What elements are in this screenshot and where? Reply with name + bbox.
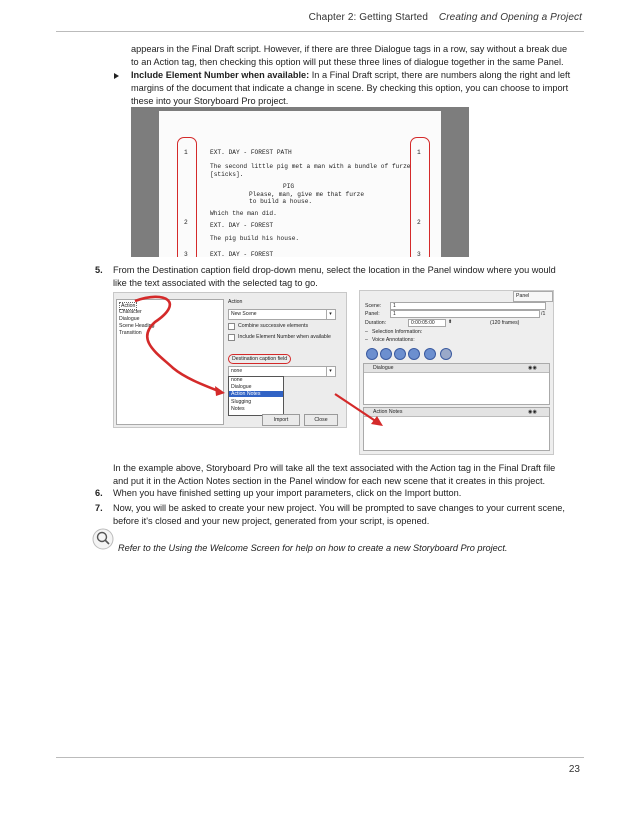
action-line: The second little pig met a man with a bundle of furze bbox=[210, 163, 411, 170]
step-line: When you have finished setting up your import parameters, click on the Import button. bbox=[113, 488, 462, 498]
text-tools-icon[interactable]: ◉◉ bbox=[528, 365, 538, 371]
scene-field[interactable]: 1 bbox=[390, 302, 546, 310]
step-text bbox=[113, 487, 461, 500]
scene-heading: EXT. DAY - FOREST bbox=[210, 222, 274, 229]
dropdown-option[interactable]: Slugging bbox=[231, 399, 252, 405]
dropdown-option[interactable]: Dialogue bbox=[231, 384, 252, 390]
collapse-icon[interactable]: – bbox=[365, 329, 368, 335]
panel-label: Panel: bbox=[365, 311, 380, 317]
intro-line: appears in the Final Draft script. However, if there are three Dialogue tags in a row, say without a break due bbox=[131, 44, 568, 54]
intro-line: to an Action tag, then checking this option will put these three lines of dialogue together in the same Panel. bbox=[131, 57, 564, 67]
page-header bbox=[309, 12, 582, 23]
bullet-line: margins of the document that indicate a change in scene. By checking this option, you can choose to import bbox=[131, 83, 569, 93]
chevron-down-icon: ▾ bbox=[326, 367, 334, 376]
play-icon[interactable] bbox=[394, 348, 406, 360]
left-scene-number: 3 bbox=[184, 251, 188, 257]
example-paragraph bbox=[113, 462, 555, 488]
action-line: [sticks]. bbox=[210, 171, 244, 178]
example-line: and put it in the Action Notes section in the Panel window for each new scene that it creates in this project. bbox=[113, 476, 546, 486]
combine-label: Combine successive elements bbox=[238, 323, 309, 329]
panel-total: /1 bbox=[541, 311, 546, 317]
page-number: 23 bbox=[568, 764, 580, 775]
dialogue-line: Please, man, give me that furze bbox=[249, 191, 365, 198]
bullet-arrow-icon bbox=[114, 73, 119, 79]
step-number: 7. bbox=[95, 503, 103, 513]
script-figure bbox=[131, 107, 469, 257]
step-text bbox=[113, 502, 565, 528]
selection-info-label: Selection Information: bbox=[372, 329, 423, 335]
bullet-line: these into your Storyboard Pro project. bbox=[131, 96, 289, 106]
record-icon[interactable] bbox=[424, 348, 436, 360]
step-number: 6. bbox=[95, 488, 103, 498]
example-line: In the example above, Storyboard Pro will take all the text associated with the Action tag in the Final Draft file bbox=[113, 463, 556, 473]
chapter-title: Chapter 2: Getting Started bbox=[308, 12, 429, 23]
action-select[interactable]: New Scene ▾ bbox=[228, 309, 336, 320]
step-line: before it's closed and your new project, generated from your script, is opened. bbox=[113, 516, 430, 526]
tag-item[interactable]: Character bbox=[119, 309, 142, 315]
dialogue-line: to build a house. bbox=[249, 198, 313, 205]
collapse-icon[interactable]: – bbox=[365, 337, 368, 343]
import-button[interactable]: Import bbox=[262, 414, 300, 426]
dropdown-option-selected[interactable]: Action Notes bbox=[229, 391, 283, 397]
annotation-arrow-1 bbox=[113, 292, 345, 426]
dropdown-option[interactable]: none bbox=[231, 377, 243, 383]
panel-field[interactable]: 1 bbox=[390, 310, 540, 318]
duration-stepper-icon[interactable]: ⬍ bbox=[448, 319, 453, 325]
duration-label: Duration: bbox=[365, 320, 387, 326]
destination-caption-select[interactable]: none ▾ bbox=[228, 366, 336, 377]
fast-forward-icon[interactable] bbox=[408, 348, 420, 360]
header-rule bbox=[56, 31, 584, 32]
rewind-icon[interactable] bbox=[366, 348, 378, 360]
magnifier-note-icon bbox=[92, 528, 114, 550]
character-name: PIG bbox=[283, 183, 295, 190]
tab-panel[interactable] bbox=[513, 291, 553, 302]
right-scene-number: 2 bbox=[417, 219, 421, 226]
right-scene-number: 1 bbox=[417, 149, 421, 156]
dialogue-header: Dialogue bbox=[373, 365, 394, 371]
close-button[interactable]: Close bbox=[304, 414, 338, 426]
tag-item[interactable]: Transition bbox=[119, 330, 142, 336]
dropdown-option[interactable]: Notes bbox=[231, 406, 245, 412]
bullet-paragraph bbox=[131, 69, 570, 108]
intro-paragraph bbox=[131, 43, 567, 69]
annotation-arrow-2 bbox=[333, 392, 393, 432]
frames-count: (120 frames) bbox=[490, 320, 520, 326]
left-scene-number: 1 bbox=[184, 149, 188, 156]
scene-heading: EXT. DAY - FOREST PATH bbox=[210, 149, 292, 156]
stop-icon[interactable] bbox=[380, 348, 392, 360]
tag-item[interactable]: Scene Heading bbox=[119, 323, 155, 329]
step-line: like the text associated with the selected tag to go. bbox=[113, 278, 318, 288]
right-scene-number: 3 bbox=[417, 251, 421, 257]
duration-field[interactable]: 0:00:05:00 bbox=[408, 319, 446, 327]
section-title: Creating and Opening a Project bbox=[438, 12, 582, 23]
destination-caption-label: Destination caption field bbox=[228, 354, 291, 364]
action-label: Action bbox=[228, 299, 243, 305]
action-line: The pig build his house. bbox=[210, 235, 300, 242]
step-text bbox=[113, 264, 556, 290]
voice-annotations-label: Voice Annotations: bbox=[372, 337, 415, 343]
callout-text: Refer to the Using the Welcome Screen for help on how to create a new Storyboard Pro project. bbox=[118, 543, 508, 553]
step-number: 5. bbox=[95, 265, 103, 275]
bullet-title: Include Element Number when available: bbox=[131, 70, 310, 80]
scene-label: Scene: bbox=[365, 303, 382, 309]
scene-heading: EXT. DAY - FOREST bbox=[210, 251, 274, 257]
delete-audio-icon[interactable] bbox=[440, 348, 452, 360]
step-line: Now, you will be asked to create your new project. You will be prompted to save changes to your current scene, bbox=[113, 503, 565, 513]
text-tools-icon[interactable]: ◉◉ bbox=[528, 409, 538, 415]
footer-rule bbox=[56, 757, 584, 758]
tag-item[interactable]: Dialogue bbox=[119, 316, 140, 322]
action-notes-header: Action Notes bbox=[373, 409, 403, 415]
tab-label: Panel bbox=[516, 293, 530, 299]
script-page bbox=[159, 111, 441, 257]
chevron-down-icon: ▾ bbox=[326, 310, 334, 319]
bullet-text: In a Final Draft script, there are numbers along the right and left bbox=[309, 70, 571, 80]
include-number-label: Include Element Number when available bbox=[238, 334, 331, 340]
step-line: From the Destination caption field drop-down menu, select the location in the Panel window where you would bbox=[113, 265, 556, 275]
left-scene-number: 2 bbox=[184, 219, 188, 226]
action-line: Which the man did. bbox=[210, 210, 277, 217]
tag-item-action[interactable]: Action bbox=[121, 303, 136, 309]
